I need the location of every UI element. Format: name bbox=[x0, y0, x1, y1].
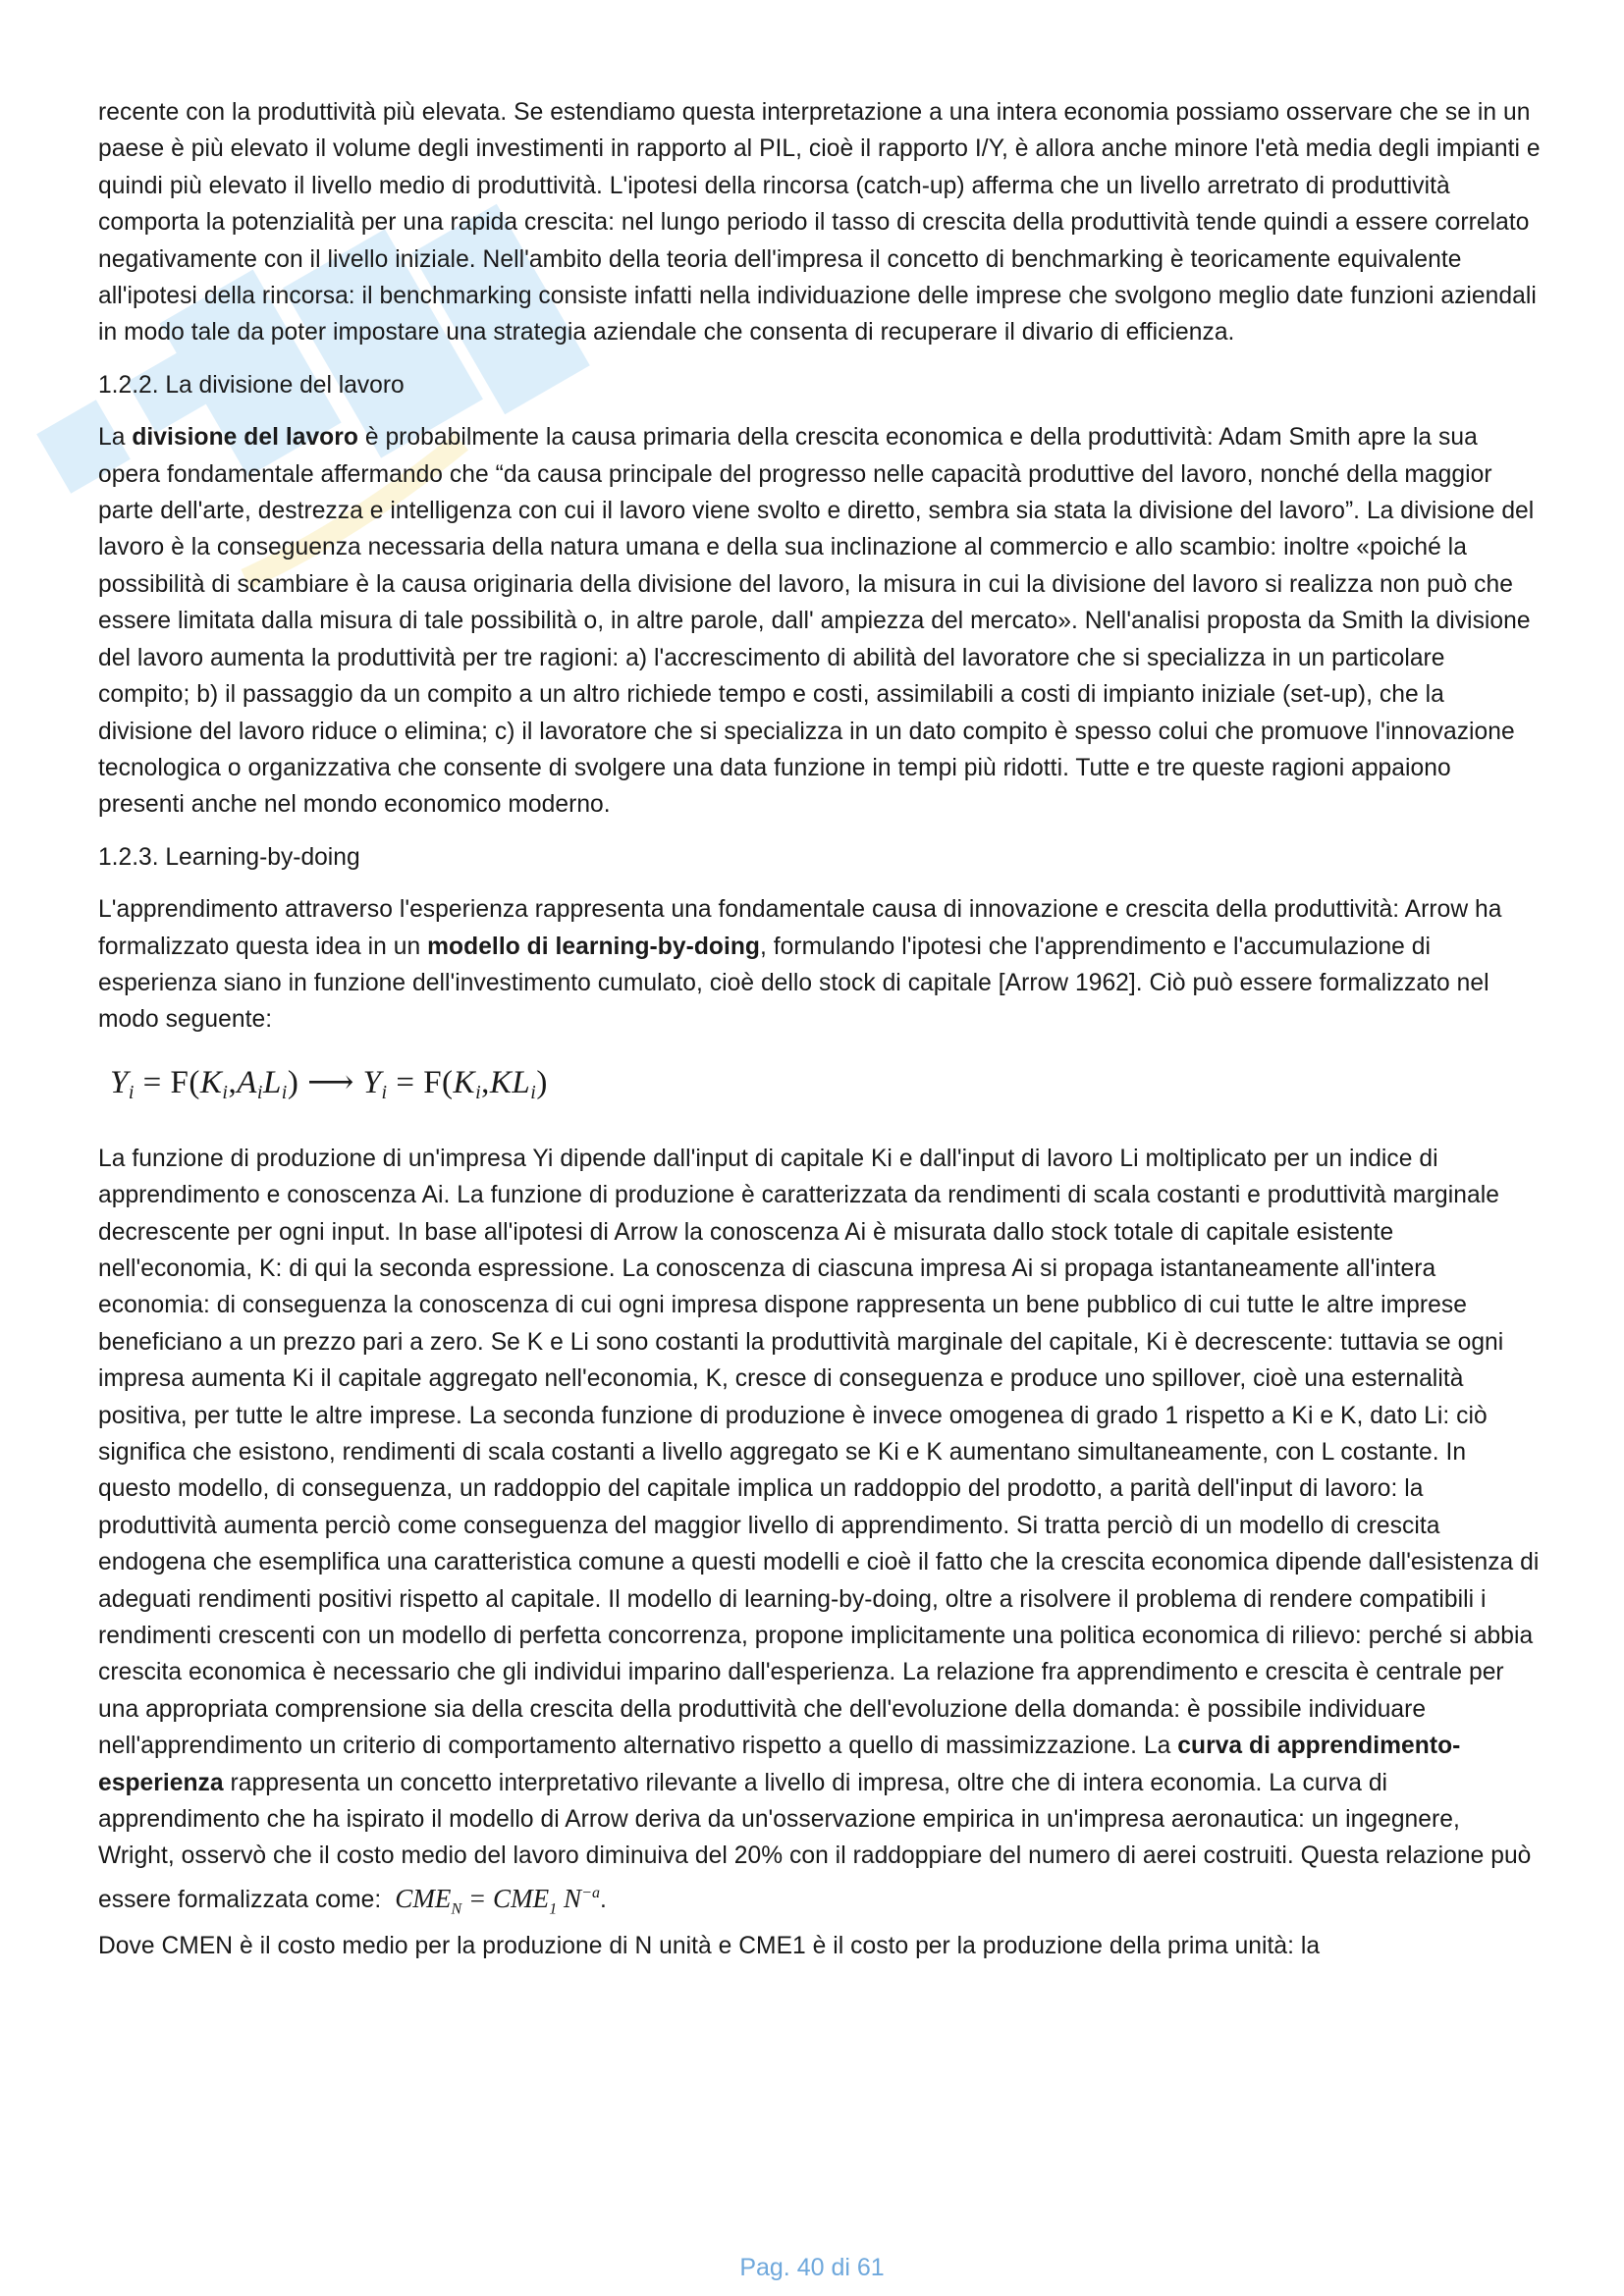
document-page bbox=[98, 94, 1542, 1980]
f: −a bbox=[581, 1884, 601, 1901]
f: Y bbox=[110, 1064, 129, 1100]
text: . bbox=[600, 1886, 607, 1913]
section-heading-learning: 1.2.3. Learning-by-doing bbox=[98, 843, 360, 871]
f: i bbox=[530, 1081, 537, 1103]
f: = F( bbox=[387, 1064, 454, 1100]
f: ) bbox=[287, 1064, 299, 1100]
f: CME bbox=[395, 1883, 452, 1913]
f: A bbox=[237, 1064, 257, 1100]
f: N bbox=[451, 1900, 462, 1918]
bold-term: divisione del lavoro bbox=[132, 424, 358, 452]
f: ) bbox=[536, 1064, 548, 1100]
bold-term: curva di apprendimento-esperienza bbox=[98, 1733, 1461, 1796]
section-heading-divisione: 1.2.2. La divisione del lavoro bbox=[98, 371, 405, 399]
f: = F( bbox=[134, 1064, 200, 1100]
f: = CME bbox=[461, 1883, 550, 1913]
text: , formulando l'ipotesi che l'apprendimento e l'accumulazione di esperienza siano in funzione dell'investimento cumulato, cioè dello stock di capitale [Arrow 1962]. Ciò può essere formalizzato nel modo seguente: bbox=[98, 933, 1489, 1034]
learning-curve-formula bbox=[395, 1883, 601, 1918]
f: i bbox=[128, 1081, 135, 1103]
text: Dove CMEN è il costo medio per la produzione di N unità e CME1 è il costo per la produzione della prima unità: la bbox=[98, 1932, 1321, 1959]
f: 1 bbox=[549, 1900, 558, 1918]
f: i bbox=[222, 1081, 229, 1103]
f: L bbox=[262, 1064, 282, 1100]
text: rappresenta un concetto interpretativo rilevante a livello di impresa, oltre che di intera economia. La curva di apprendimento che ha ispirato il modello di Arrow deriva da un'osservazione empirica in un'impresa aeronautica: un ingegnere, Wright, osservò che il costo medio del lavoro diminuiva del 20% con il raddoppiare del numero di aerei costruiti. Questa relazione può essere formalizzata come: bbox=[98, 1769, 1532, 1913]
f: i bbox=[475, 1081, 482, 1103]
f: N bbox=[557, 1883, 582, 1913]
paragraph-explanation bbox=[98, 1141, 1542, 1964]
f: i bbox=[281, 1081, 288, 1103]
f: K bbox=[199, 1064, 223, 1100]
paragraph-intro: recente con la produttività più elevata. Se estendiamo questa interpretazione a una intera economia possiamo osservare che se in un paese è più elevato il volume degli investimenti in rapporto al PIL, cioè il rapporto I/Y, è allora anche minore l'età media degli impianti e quindi più elevato il livello medio di produttività. L'ipotesi della rincorsa (catch-up) afferma che un livello arretrato di produttività comporta la potenzialità per una rapida crescita: nel lungo periodo il tasso di crescita della produttività tende quindi a essere correlato negativamente con il livello iniziale. Nell'ambito della teoria dell'impresa il concetto di benchmarking è teoricamente equivalente all'ipotesi della rincorsa: il benchmarking consiste infatti nella individuazione delle imprese che svolgono meglio date funzioni aziendali in modo tale da poter impostare una strategia aziendale che consenta di recuperare il divario di efficienza. bbox=[98, 99, 1541, 347]
paragraph-divisione bbox=[98, 419, 1542, 823]
text: è probabilmente la causa primaria della crescita economica e della produttività: Adam Smith apre la sua opera fondamentale affermando che “da causa principale del progresso nelle capacità produttive del lavoro, nonché della maggior parte dell'arte, destrezza e intelligenza con cui il lavoro viene svolto e diretto, sembra sia stata la divisione del lavoro”. La divisione del lavoro è la conseguenza necessaria della natura umana e della sua inclinazione al commercio e allo scambio: inoltre «poiché la possibilità di scambiare è la causa originaria della divisione del lavoro, la misura in cui la divisione del lavoro si realizza non può che essere limitata dalla misura di tale possibilità o, in altre parole, dall' ampiezza del mercato». Nell'analisi proposta da Smith la divisione del lavoro aumenta la produttività per tre ragioni: a) l'accrescimento di abilità del lavoratore che si specializza in un particolare compito; b) il passaggio da un compito a un altro richiede tempo e costi, assimilabili a costi di impianto iniziale (set-up), che la divisione del lavoro riduce o elimina; c) il lavoratore che si specializza in un dato compito è spesso colui che promuove l'innovazione tecnologica o organizzativa che consente di svolgere una data funzione in tempi più ridotti. Tutte e tre queste ragioni appaiono presenti anche nel mondo economico moderno. bbox=[98, 424, 1535, 819]
f: K bbox=[453, 1064, 476, 1100]
f: i bbox=[256, 1081, 263, 1103]
arrow-icon: ⟶ bbox=[307, 1064, 354, 1100]
f: , bbox=[228, 1064, 238, 1100]
bold-term: modello di learning-by-doing bbox=[427, 933, 761, 960]
f: , bbox=[481, 1064, 490, 1100]
production-function-formula bbox=[110, 1060, 1542, 1105]
paragraph-learning bbox=[98, 891, 1542, 1039]
text: La bbox=[98, 424, 133, 452]
f: KL bbox=[489, 1064, 531, 1100]
f: Y bbox=[362, 1064, 382, 1100]
f: i bbox=[381, 1081, 388, 1103]
text: La funzione di produzione di un'impresa Yi dipende dall'input di capitale Ki e dall'input di lavoro Li moltiplicato per un indice di apprendimento e conoscenza Ai. La funzione di produzione è caratterizzata da rendimenti di scala costanti e produttività marginale decrescente per ogni input. In base all'ipotesi di Arrow la conoscenza Ai è misurata dallo stock totale di capitale esistente nell'economia, K: di qui la seconda espressione. La conoscenza di ciascuna impresa Ai si propaga istantaneamente all'intera economia: di conseguenza la conoscenza di cui ogni impresa dispone rappresenta un bene pubblico di cui tutte le altre imprese beneficiano a un prezzo pari a zero. Se K e Li sono costanti la produttività marginale del capitale, Ki è decrescente: tuttavia se ogni impresa aumenta Ki il capitale aggregato nell'economia, K, cresce di conseguenza e produce uno spillover, cioè una esternalità positiva, per tutte le altre imprese. La seconda funzione di produzione è invece omogenea di grado 1 rispetto a Ki e K, dato Li: ciò significa che esistono, rendimenti di scala costanti a livello aggregato se Ki e K aumentano simultaneamente, con L costante. In questo modello, di conseguenza, un raddoppio del capitale implica un raddoppio del prodotto, a parità dell'input di lavoro: la produttività aumenta perciò come conseguenza del maggior livello di apprendimento. Si tratta perciò di un modello di crescita endogena che esemplifica una caratteristica comune a questi modelli e cioè il fatto che la crescita economica dipende dall'esistenza di adeguati rendimenti positivi rispetto al capitale. Il modello di learning-by-doing, oltre a risolvere il problema di rendere compatibili i rendimenti crescenti con un modello di perfetta concorrenza, propone implicitamente una politica economica di rilievo: perché si abbia crescita economica è necessario che gli individui imparino dall'esperienza. La relazione fra apprendimento e crescita è centrale per una appropriata comprensione sia della crescita della produttività che dell'evoluzione della domanda: è possibile individuare nell'apprendimento un criterio di comportamento alternativo rispetto a quello di massimizzazione. La bbox=[98, 1145, 1540, 1760]
page-number: Pag. 40 di 61 bbox=[739, 2254, 885, 2281]
text: L'apprendimento attraverso l'esperienza rappresenta una fondamentale causa di innovazione e crescita della produttività: Arrow ha formalizzato questa idea in un bbox=[98, 896, 1502, 960]
